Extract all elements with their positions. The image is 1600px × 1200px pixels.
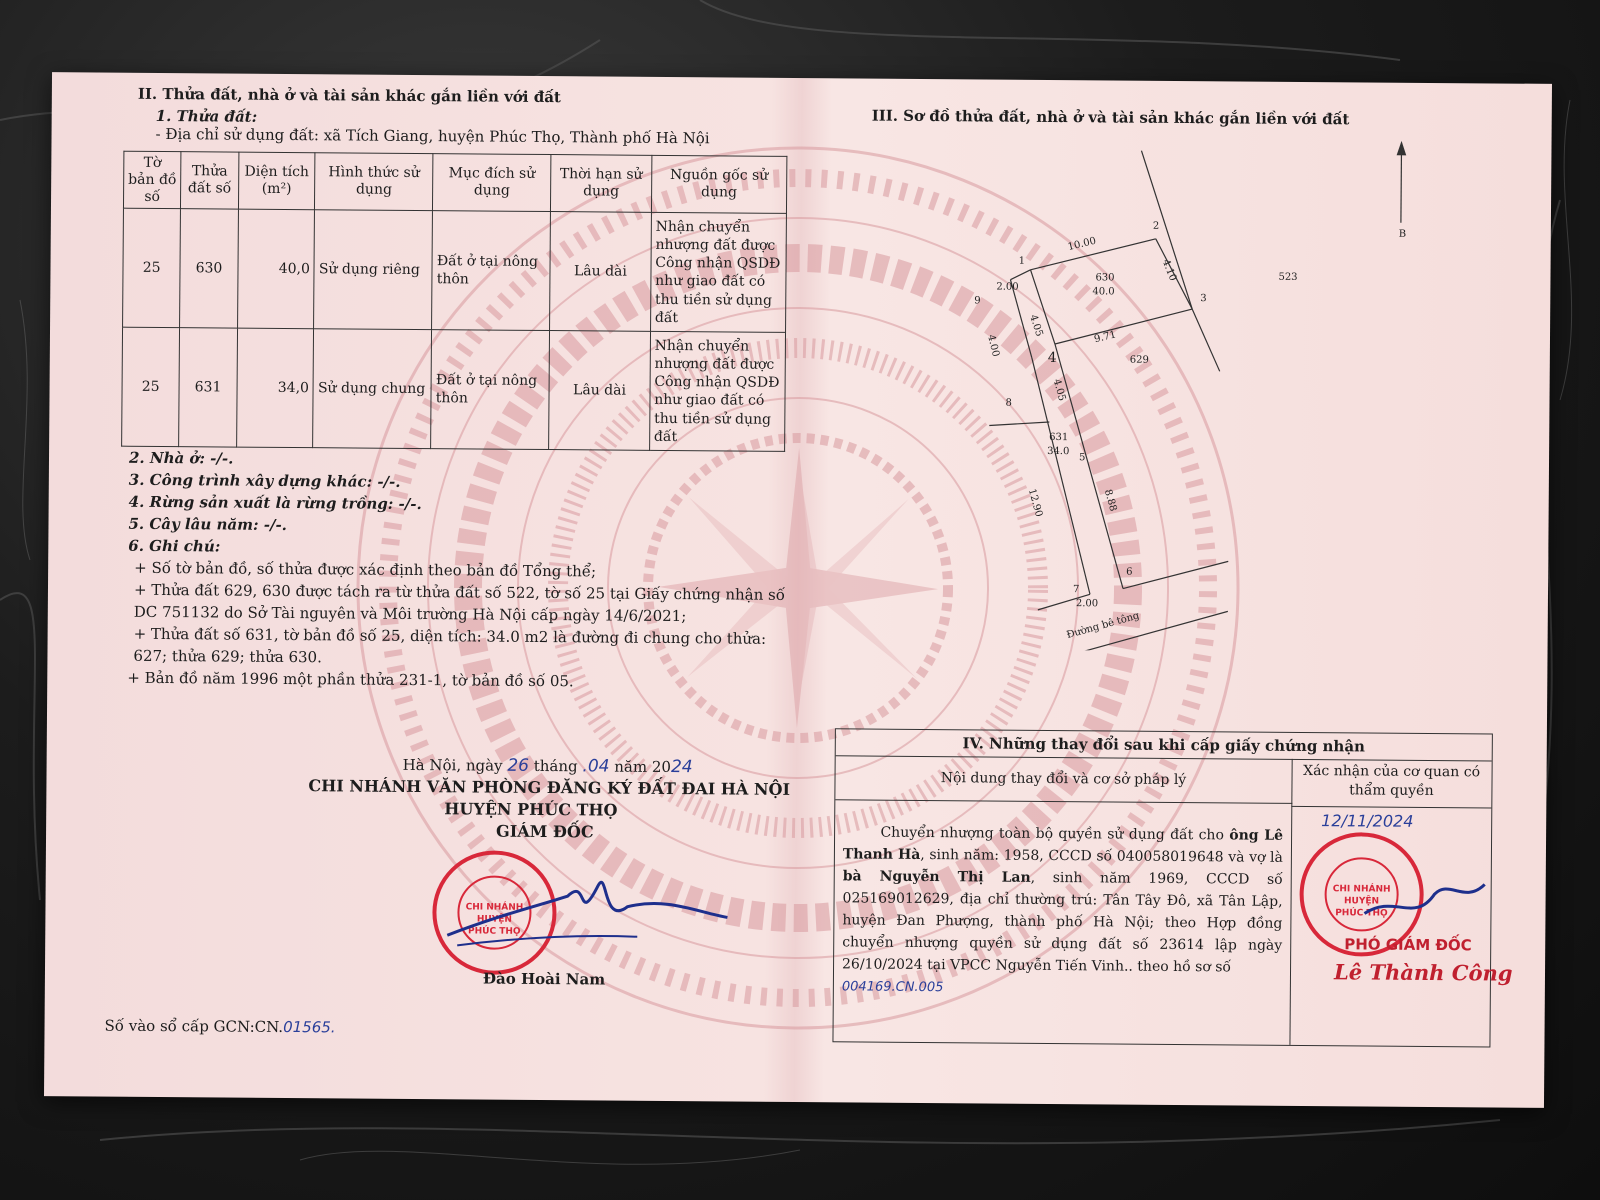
dim-2-00-top: 2.00 — [996, 281, 1019, 293]
cell-parcel-number: 631 — [179, 328, 237, 447]
dim-4-10: 4.10 — [1159, 257, 1179, 283]
gcn-book-label: Số vào sổ cấp GCN:CN. — [104, 1016, 284, 1036]
point-2: 2 — [1152, 220, 1160, 232]
parcel-523-label: 523 — [1278, 271, 1298, 283]
cell-use-origin: Nhận chuyển nhượng đất được Công nhận QSDĐ như giao đất có thu tiền sử dụng đất — [650, 213, 786, 333]
note-line: + Thửa đất số 631, tờ bản đồ số 25, diện tích: 34.0 m2 là đường đi chung cho thửa: — [133, 624, 767, 648]
date-year: 24 — [670, 757, 693, 778]
director-signature — [437, 865, 738, 957]
point-9: 9 — [974, 295, 981, 307]
svg-text:PHÚC THỌ: PHÚC THỌ — [468, 926, 521, 937]
point-7: 7 — [1072, 584, 1080, 596]
dim-4-05-mid: 4.05 — [1050, 377, 1068, 403]
date-year-label: năm 20 — [614, 757, 672, 777]
parcel-630-area: 40.0 — [1092, 286, 1115, 298]
note-line: + Thửa đất 629, 630 được tách ra từ thửa đất số 522, tờ số 25 tại Giấy chứng nhận số — [133, 580, 786, 604]
transferee-wife: bà Nguyễn Thị Lan — [842, 868, 1031, 886]
parcel-630-label: 630 — [1095, 272, 1115, 284]
parcel-631-area: 34.0 — [1047, 445, 1070, 458]
section-4-title: IV. Những thay đổi sau khi cấp giấy chứng nhận — [836, 729, 1492, 761]
land-certificate-page — [44, 72, 1552, 1108]
note-line: + Bản đồ năm 1996 một phần thửa 231-1, tờ bản đồ số 05. — [127, 668, 574, 691]
signing-date — [403, 755, 693, 779]
col-parcel-number: Thửa đất số — [181, 152, 239, 210]
cell-area: 34,0 — [236, 328, 314, 448]
col-use-form: Hình thức sử dụng — [315, 153, 433, 211]
date-month: .04 — [582, 756, 610, 777]
date-day: 26 — [507, 755, 530, 776]
col-use-origin: Nguồn gốc sử dụng — [651, 155, 787, 213]
item-perennial-trees: 5. Cây lâu năm: -/-. — [128, 514, 288, 534]
point-1: 1 — [1018, 255, 1026, 267]
parcel-table-header — [123, 151, 786, 214]
note-line: + Số tờ bản đồ, số thửa được xác định theo bản đồ Tổng thể; — [134, 558, 597, 581]
north-marker: B — [1398, 228, 1407, 240]
content-part-2: , sinh năm: 1958, CCCD số 040058019648 và vợ là — [920, 846, 1283, 866]
point-6: 6 — [1126, 566, 1133, 578]
column-divider — [1289, 803, 1292, 1045]
svg-text:PHÚC THỌ: PHÚC THỌ — [1335, 908, 1388, 919]
parcel-629-label: 629 — [1129, 354, 1149, 366]
svg-text:HUYỆN: HUYỆN — [476, 914, 512, 925]
cell-use-purpose: Đất ở tại nông thôn — [431, 330, 550, 450]
road-label: Đường bê tông — [1065, 610, 1141, 642]
table-row — [122, 328, 786, 452]
svg-text:CHI NHÁNH: CHI NHÁNH — [1332, 884, 1391, 895]
dim-10-00: 10.00 — [1066, 235, 1098, 254]
col-use-purpose: Mục đích sử dụng — [433, 154, 551, 212]
cell-use-term: Lâu dài — [550, 212, 652, 332]
cell-use-form: Sử dụng riêng — [314, 210, 433, 330]
section-3-title: III. Sơ đồ thửa đất, nhà ở và tài sản khác gắn liền với đất — [871, 106, 1350, 129]
col-area: Diện tích (m²) — [238, 152, 315, 210]
dim-4-00: 4.00 — [985, 333, 1001, 358]
parcel-631-label: 631 — [1049, 431, 1069, 444]
table-row — [123, 209, 787, 333]
item-planted-forest: 4. Rừng sản xuất là rừng trồng: -/-. — [128, 492, 422, 514]
cell-use-purpose: Đất ở tại nông thôn — [432, 211, 551, 331]
date-prefix: Hà Nội, ngày — [402, 755, 503, 775]
date-month-label: tháng — [533, 756, 578, 776]
point-8: 8 — [1005, 397, 1012, 409]
deputy-director-name: Lê Thành Công — [1333, 959, 1513, 986]
dim-12-90: 12.90 — [1025, 487, 1045, 519]
land-address: - Địa chỉ sử dụng đất: xã Tích Giang, huyện Phúc Thọ, Thành phố Hà Nội — [155, 124, 710, 148]
transferee-husband: ông Lê Thanh Hà — [842, 827, 1284, 863]
svg-text:CHI NHÁNH: CHI NHÁNH — [465, 902, 524, 913]
col-map-sheet: Tờ bản đồ số — [123, 151, 181, 209]
note-line: 627; thửa 629; thửa 630. — [133, 646, 322, 667]
note-line: DC 751132 do Sở Tài nguyên và Môi trường Hà Nội cấp ngày 14/6/2021; — [133, 602, 687, 626]
svg-text:HUYỆN: HUYỆN — [1344, 896, 1380, 907]
section-2-title: II. Thửa đất, nhà ở và tài sản khác gắn liền với đất — [137, 84, 561, 107]
director-name: Đào Hoài Nam — [482, 969, 606, 989]
item-notes-heading: 6. Ghi chú: — [128, 536, 221, 556]
dim-2-00-bottom: 2.00 — [1075, 598, 1099, 610]
point-5: 5 — [1079, 452, 1086, 464]
deputy-signature — [1354, 873, 1490, 934]
point-3: 3 — [1200, 293, 1207, 305]
content-part-3: , sinh năm 1969, CCCD số 025169012629, địa chỉ thường trú: Tân Tây Đô, xã Tân Lập, huyện Đan Phượng, thành phố Hà Nội; theo Hợp đồng chuyển nhượng quyền sử dụng đất số 23614 lập ngày 26/10/2024 tại VPCC Nguyễn Tiến Vinh.. theo hồ sơ số — [841, 869, 1283, 976]
authority-confirmation-header: Xác nhận của cơ quan có thẩm quyền — [1291, 759, 1491, 809]
dim-9-71: 9.71 — [1093, 329, 1118, 346]
gcn-book-value: 01565. — [283, 1017, 336, 1037]
parcel-sketch-map — [928, 129, 1492, 653]
item-other-construction: 3. Công trình xây dựng khác: -/-. — [128, 470, 401, 491]
dim-4-05-top: 4.05 — [1027, 313, 1045, 338]
issuing-org-line1: CHI NHÁNH VĂN PHÒNG ĐĂNG KÝ ĐẤT ĐAI HÀ NỘI — [308, 776, 791, 799]
land-parcel-heading: 1. Thửa đất: — [155, 106, 258, 126]
dim-8-88: 8.88 — [1101, 488, 1119, 513]
confirmation-date: 12/11/2024 — [1321, 811, 1414, 831]
changes-content-header: Nội dung thay đổi và cơ sở pháp lý — [835, 755, 1292, 804]
cell-map-sheet: 25 — [123, 209, 181, 328]
gcn-book-number — [104, 1017, 335, 1038]
cell-use-origin: Nhận chuyển nhượng đất được Công nhận QSDĐ như giao đất có thu tiền sử dụng đất — [649, 332, 785, 452]
parcel-table — [121, 151, 787, 453]
director-title: GIÁM ĐỐC — [496, 821, 594, 842]
issuing-org-line2: HUYỆN PHÚC THỌ — [444, 799, 618, 820]
deputy-director-title: PHÓ GIÁM ĐỐC — [1344, 935, 1472, 955]
cell-use-form: Sử dụng chung — [313, 329, 432, 449]
changes-after-issue-table — [832, 728, 1513, 1047]
col-use-term: Thời hạn sử dụng — [551, 155, 652, 213]
file-number: 004169.CN.005 — [841, 979, 944, 996]
cell-use-term: Lâu dài — [549, 331, 651, 451]
cell-parcel-number: 630 — [180, 209, 238, 328]
cell-area: 40,0 — [237, 209, 315, 329]
point-4: 4 — [1047, 349, 1057, 367]
cell-map-sheet: 25 — [122, 328, 180, 447]
change-content — [842, 821, 1283, 1001]
item-house: 2. Nhà ở: -/-. — [128, 448, 234, 468]
content-part-1: Chuyển nhượng toàn bộ quyền sử dụng đất cho — [880, 824, 1230, 844]
